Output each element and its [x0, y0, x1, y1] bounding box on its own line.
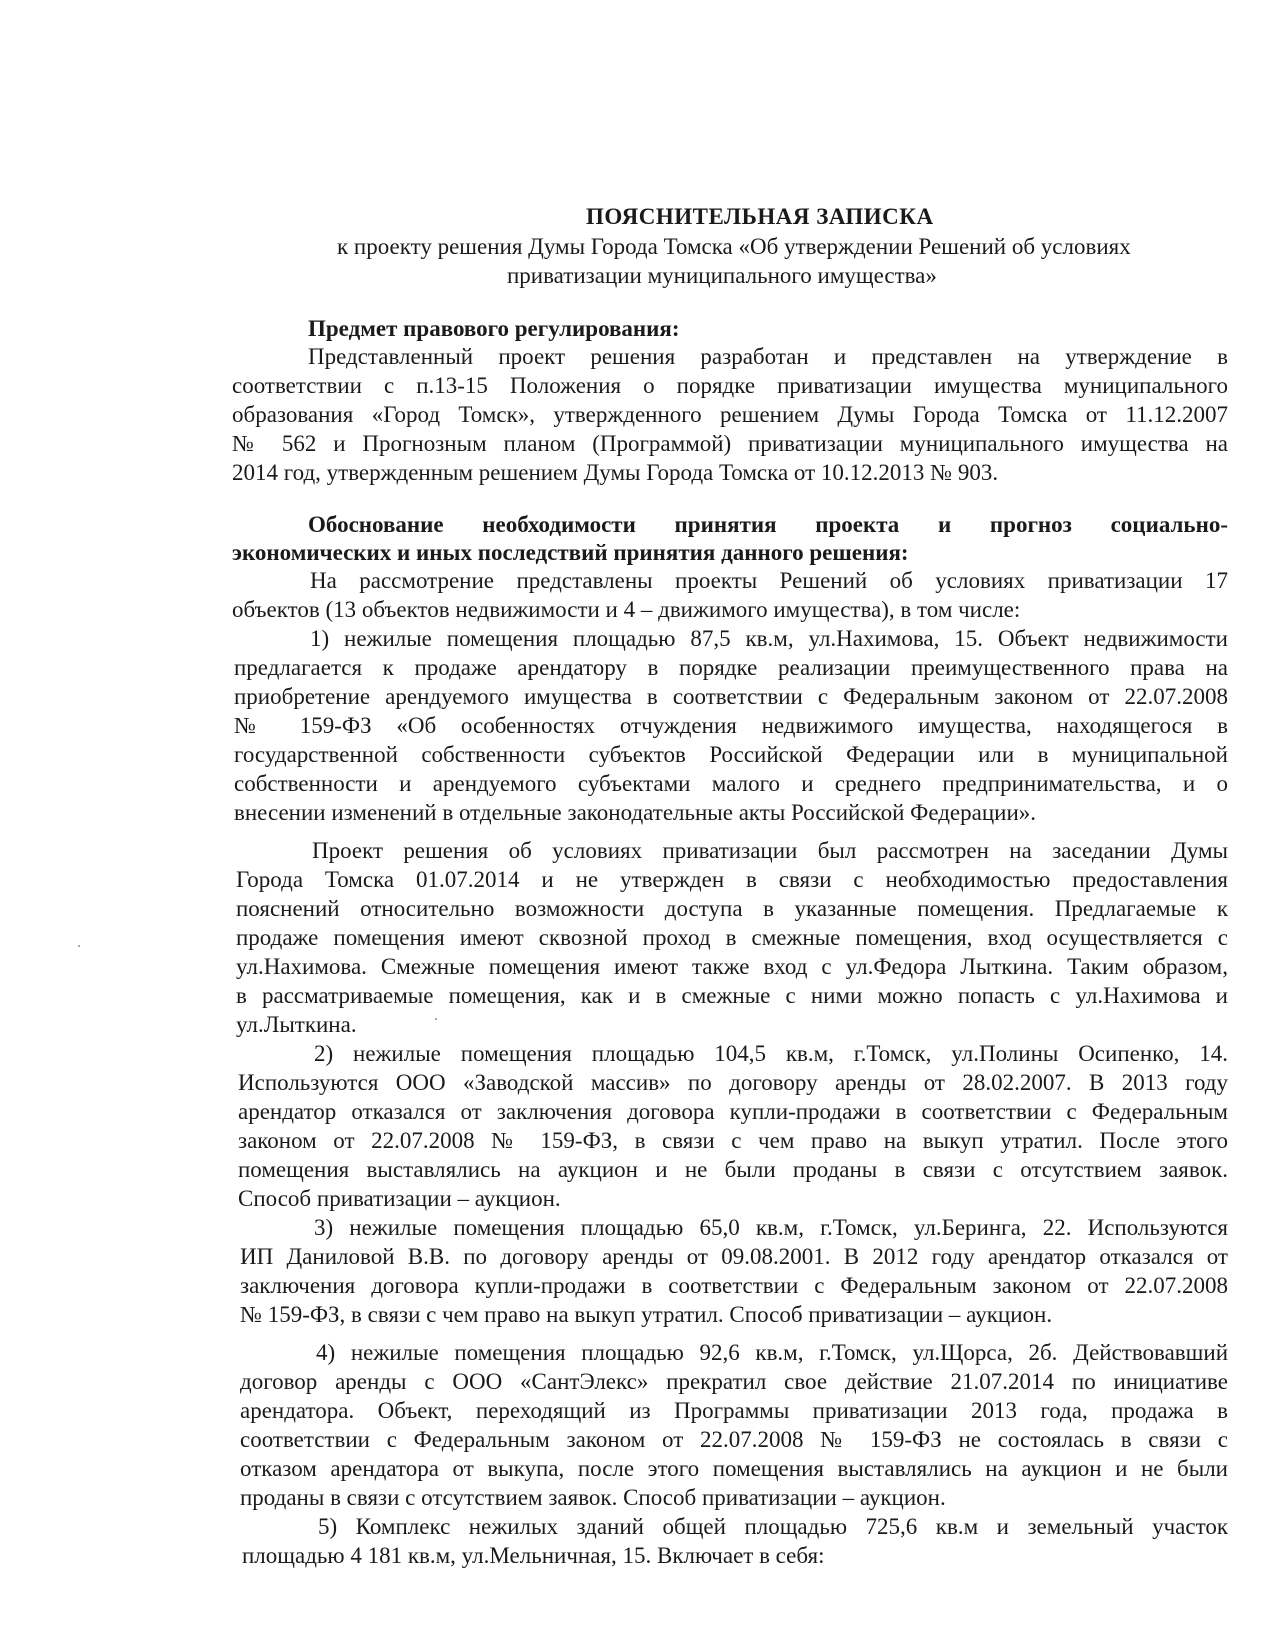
section-heading-regulation: Предмет правового регулирования: [308, 316, 680, 341]
paragraph-line: продаже помещения имеют сквозной проход в смежные помещения, вход осуществляется с [236, 925, 1228, 950]
paragraph-line: 4) нежилые помещения площадью 92,6 кв.м, г.Томск, ул.Щорса, 2б. Действовавший [316, 1340, 1228, 1365]
paragraph-line: Используются ООО «Заводской массив» по договору аренды от 28.02.2007. В 2013 году [238, 1070, 1228, 1095]
scan-speck [435, 1018, 437, 1020]
paragraph-line: законом от 22.07.2008 № 159-ФЗ, в связи с чем право на выкуп утратил. После этого [238, 1128, 1228, 1153]
paragraph-line: образования «Город Томск», утвержденного решением Думы Города Томска от 11.12.2007 [232, 402, 1228, 427]
paragraph-line: ИП Даниловой В.В. по договору аренды от 09.08.2001. В 2012 году арендатор отказался от [240, 1244, 1228, 1269]
paragraph-line: 1) нежилые помещения площадью 87,5 кв.м, ул.Нахимова, 15. Объект недвижимости [310, 626, 1228, 651]
paragraph-line: в рассматриваемые помещения, как и в смежные с ними можно попасть с ул.Нахимова и [236, 983, 1228, 1008]
section-heading-justification-cont: экономических и иных последствий принятия данного решения: [232, 540, 909, 565]
paragraph-line: № 562 и Прогнозным планом (Программой) приватизации муниципального имущества на [232, 431, 1228, 456]
paragraph-line: заключения договора купли-продажи в соответствии с Федеральным законом от 22.07.2008 [240, 1273, 1228, 1298]
paragraph-line: 2014 год, утвержденным решением Думы Города Томска от 10.12.2013 № 903. [232, 460, 999, 485]
scan-speck [78, 945, 80, 947]
paragraph-line: ул.Лыткина. [236, 1012, 357, 1037]
paragraph-line: Проект решения об условиях приватизации был рассмотрен на заседании Думы [312, 838, 1228, 863]
document-title: ПОЯСНИТЕЛЬНАЯ ЗАПИСКА [586, 204, 934, 229]
paragraph-line: № 159-ФЗ, в связи с чем право на выкуп утратил. Способ приватизации – аукцион. [240, 1302, 1053, 1327]
paragraph-line: арендатора. Объект, переходящий из Программы приватизации 2013 года, продажа в [240, 1398, 1228, 1423]
paragraph-line: приобретение арендуемого имущества в соответствии с Федеральным законом от 22.07.2008 [234, 684, 1228, 709]
paragraph-line: проданы в связи с отсутствием заявок. Способ приватизации – аукцион. [240, 1485, 946, 1510]
paragraph-line: площадью 4 181 кв.м, ул.Мельничная, 15. Включает в себя: [242, 1543, 825, 1568]
document-subtitle-line-2: приватизации муниципального имущества» [507, 263, 937, 288]
paragraph-line: Представленный проект решения разработан и представлен на утверждение в [308, 344, 1228, 369]
paragraph-line: арендатор отказался от заключения договора купли-продажи в соответствии с Федеральным [238, 1099, 1228, 1124]
paragraph-line: договор аренды с ООО «СантЭлекс» прекратил свое действие 21.07.2014 по инициативе [240, 1369, 1228, 1394]
paragraph-line: помещения выставлялись на аукцион и не были проданы в связи с отсутствием заявок. [238, 1157, 1228, 1182]
paragraph-line: государственной собственности субъектов Российской Федерации или в муниципальной [234, 742, 1228, 767]
paragraph-line: 3) нежилые помещения площадью 65,0 кв.м, г.Томск, ул.Беринга, 22. Используются [314, 1215, 1228, 1240]
paragraph-line: внесении изменений в отдельные законодательные акты Российской Федерации». [234, 800, 1037, 825]
paragraph-line: Способ приватизации – аукцион. [238, 1186, 561, 1211]
section-heading-justification: Обоснование необходимости принятия проекта и прогноз социально- [308, 512, 1228, 537]
paragraph-line: № 159-ФЗ «Об особенностях отчуждения недвижимого имущества, находящегося в [234, 713, 1228, 738]
paragraph-line: На рассмотрение представлены проекты Решений об условиях приватизации 17 [310, 568, 1228, 593]
paragraph-line: соответствии с п.13-15 Положения о порядке приватизации имущества муниципального [232, 373, 1228, 398]
paragraph-line: соответствии с Федеральным законом от 22.07.2008 № 159-ФЗ не состоялась в связи с [240, 1427, 1228, 1452]
document-subtitle-line-1: к проекту решения Думы Города Томска «Об утверждении Решений об условиях [337, 234, 1131, 259]
paragraph-line: Города Томска 01.07.2014 и не утвержден в связи с необходимостью предоставления [236, 867, 1228, 892]
paragraph-line: 5) Комплекс нежилых зданий общей площадью 725,6 кв.м и земельный участок [318, 1514, 1228, 1539]
paragraph-line: предлагается к продаже арендатору в порядке реализации преимущественного права на [234, 655, 1228, 680]
paragraph-line: собственности и арендуемого субъектами малого и среднего предпринимательства, и о [234, 771, 1228, 796]
paragraph-line: 2) нежилые помещения площадью 104,5 кв.м, г.Томск, ул.Полины Осипенко, 14. [314, 1041, 1228, 1066]
paragraph-line: пояснений относительно возможности доступа в указанные помещения. Предлагаемые к [236, 896, 1228, 921]
paragraph-line: объектов (13 объектов недвижимости и 4 – движимого имущества), в том числе: [232, 597, 1021, 622]
paragraph-line: отказом арендатора от выкупа, после этого помещения выставлялись на аукцион и не были [240, 1456, 1228, 1481]
paragraph-line: ул.Нахимова. Смежные помещения имеют также вход с ул.Федора Лыткина. Таким образом, [236, 954, 1228, 979]
